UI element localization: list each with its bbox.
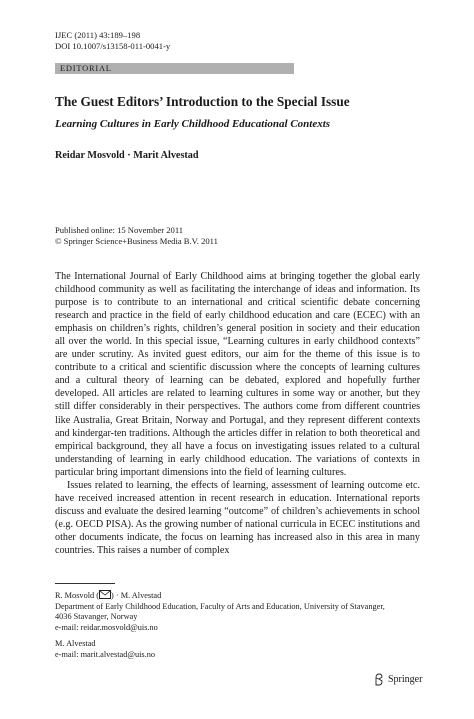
- affiliation-line-2: 4036 Stavanger, Norway: [55, 612, 138, 622]
- citation-block: [55, 30, 170, 52]
- springer-logo-icon: [373, 673, 385, 686]
- footnote: [55, 590, 420, 661]
- published-date: Published online: 15 November 2011: [55, 225, 184, 235]
- article-title: The Guest Editors’ Introduction to the Special Issue: [55, 94, 350, 109]
- email-1[interactable]: e-mail: reidar.mosvold@uis.no: [55, 622, 158, 632]
- section-band: [55, 63, 294, 74]
- email-2[interactable]: e-mail: marit.alvestad@uis.no: [55, 649, 156, 659]
- authors: Reidar Mosvold · Marit Alvestad: [55, 150, 199, 161]
- publisher-name: Springer: [388, 673, 423, 685]
- publication-info: [55, 225, 218, 247]
- article-subtitle: Learning Cultures in Early Childhood Educational Contexts: [55, 118, 331, 130]
- publisher-mark: [373, 673, 422, 686]
- copyright: © Springer Science+Business Media B.V. 2011: [55, 236, 218, 246]
- footnote-authors: R. Mosvold ( ) · M. Alvestad: [55, 591, 162, 600]
- footnote-rule: [55, 583, 115, 584]
- paragraph-1: The International Journal of Early Childhood aims at bringing together the global early childhood community as well as facilitating the interchange of ideas and information. Its purpose is to contribute to an international and critical scientific debate concerning research and practice in the field of early childhood education and care (ECEC) with an emphasis on children’s rights, children’s general position in society and their education all over the world. In this special issue, “Learning cultures in early childhood contexts” are under scrutiny. As invited guest editors, our aim for the theme of this issue is to contribute to a critical and scientific discussion where the concepts of learning cultures and a cultural theory of learning can be debated, explored and hopefully further developed. All articles are related to learning cultures in some way or another, but they still differ considerably in their perspectives. The authors come from different countries like Australia, Great Britain, Norway and Portugal, and they represent different contexts and kindergar-ten traditions. Although the articles differ in relation to both theoretical and empirical background, they all have a focus on investigating issues related to a cultural understanding of learning in early childhood education. The variations of contexts in particular bring important dimensions into the field of learning cultures.: [55, 271, 421, 478]
- footnote-author-2: M. Alvestad: [55, 639, 96, 649]
- body-text: [55, 270, 420, 557]
- journal-citation: IJEC (2011) 43:189–198: [55, 30, 141, 40]
- doi: DOI 10.1007/s13158-011-0041-y: [55, 41, 171, 51]
- section-label: EDITORIAL: [60, 64, 112, 73]
- affiliation-line-1: Department of Early Childhood Education, Faculty of Arts and Education, University of Stavanger,: [55, 601, 385, 611]
- paragraph-2: Issues related to learning, the effects of learning, assessment of learning outcome etc. have received increased attention in recent research in education. International reports discuss and evaluate the desired learning “outcome” of children’s achievements in school (e.g. OECD PISA). As the growing number of national curricula in ECEC institutions and other documents indicate, the focus on learning has increased also in this area in many countries. This raises a number of complex: [55, 479, 421, 556]
- envelope-icon: [99, 590, 111, 599]
